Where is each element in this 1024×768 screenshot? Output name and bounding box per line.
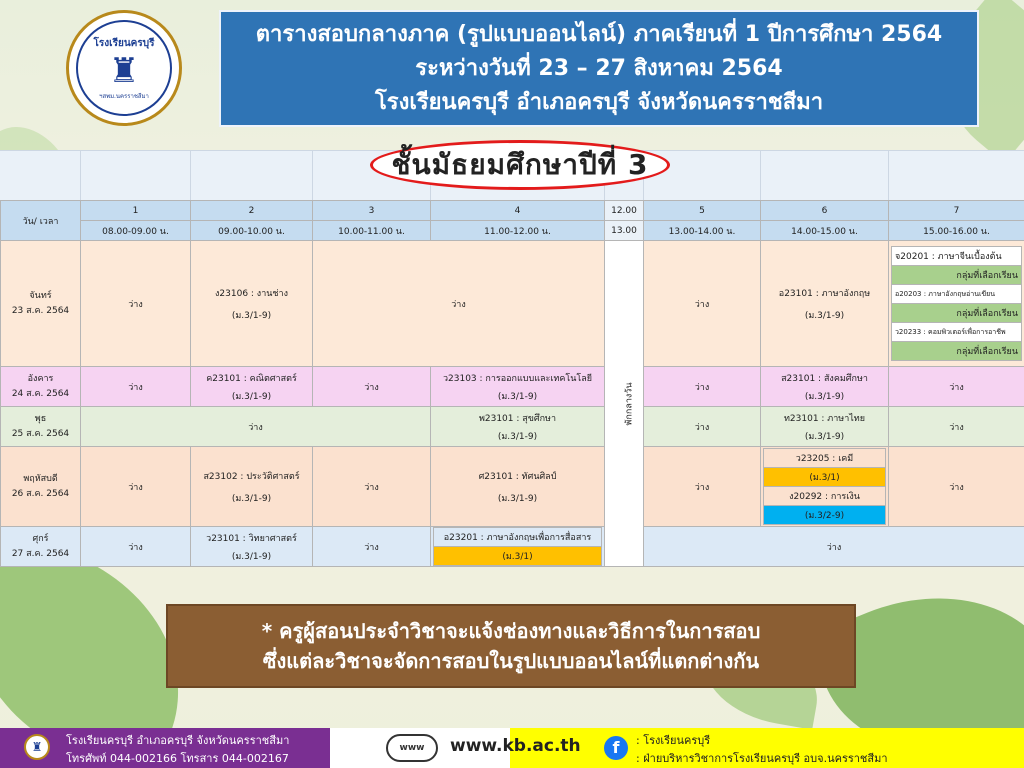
day-date: 24 ส.ค. 2564 [11, 388, 70, 399]
exam-subject: ว23101 : วิทยาศาสตร์ [206, 533, 297, 544]
time-header-row [1, 221, 1024, 241]
exam-slot [191, 241, 313, 367]
exam-subject: ท23101 : ภาษาไทย [783, 413, 866, 424]
exam-slot [431, 407, 605, 447]
exam-slot [431, 447, 605, 527]
day-name: อังคาร [27, 373, 54, 384]
logo-subtitle: ฯสพม.นครราชสีมา [99, 92, 149, 100]
statue-icon: ♜ [108, 50, 140, 91]
period-number: 2 [191, 201, 313, 221]
exam-subject: อ23101 : ภาษาอังกฤษ [778, 288, 871, 299]
free-slot: ว่าง [313, 367, 431, 407]
free-slot: ว่าง [81, 367, 191, 407]
period-time: 14.00-15.00 น. [761, 221, 889, 241]
exam-group: (ม.3/1-9) [497, 391, 538, 402]
day-cell [1, 367, 81, 407]
period-time: 13.00-14.00 น. [644, 221, 761, 241]
exam-slot [761, 241, 889, 367]
period-time: 09.00-10.00 น. [191, 221, 313, 241]
exam-group: (ม.3/2-9) [764, 506, 886, 525]
day-name: จันทร์ [29, 290, 52, 301]
exam-subject: ง23106 : งานช่าง [215, 288, 288, 299]
logo-school-name: โรงเรียนครบุรี [93, 37, 155, 49]
period-number: 1 [81, 201, 191, 221]
exam-slot [761, 367, 889, 407]
lunch-start-time: 12.00 [605, 201, 644, 221]
exam-slot [191, 447, 313, 527]
exam-group: (ม.3/1-9) [231, 551, 272, 562]
exam-group: (ม.3/1-9) [804, 310, 845, 321]
facebook-icon: f [604, 736, 628, 760]
exam-subject: ส23101 : สังคมศึกษา [781, 373, 868, 384]
elective-slot [889, 241, 1024, 367]
exam-group: (ม.3/1-9) [497, 431, 538, 442]
school-logo [66, 10, 182, 126]
facebook-page-link[interactable]: : โรงเรียนครบุรี [636, 734, 711, 747]
day-date: 25 ส.ค. 2564 [11, 428, 70, 439]
elective-subject: จ20201 : ภาษาจีนเบื้องต้น [892, 247, 1022, 266]
exam-subject: อ23201 : ภาษาอังกฤษเพื่อการสื่อสาร [434, 528, 602, 547]
lunch-break-label: พักกลางวัน [624, 381, 635, 426]
day-date: 23 ส.ค. 2564 [11, 305, 70, 316]
elective-group: กลุ่มที่เลือกเรียน [892, 342, 1022, 361]
table-row-tuesday [1, 367, 1024, 407]
elective-group: กลุ่มที่เลือกเรียน [892, 304, 1022, 323]
period-time: 11.00-12.00 น. [431, 221, 605, 241]
free-slot: ว่าง [81, 407, 431, 447]
globe-icon: www [386, 734, 438, 762]
footer-bar [0, 728, 1024, 768]
title-line-2: ระหว่างวันที่ 23 – 27 สิงหาคม 2564 [415, 55, 783, 81]
footer-contact [0, 728, 330, 768]
table-row-monday [1, 241, 1024, 367]
timetable-grid [0, 200, 1024, 567]
free-slot: ว่าง [81, 447, 191, 527]
elective-group: กลุ่มที่เลือกเรียน [892, 266, 1022, 285]
day-date: 27 ส.ค. 2564 [11, 548, 70, 559]
title-banner [219, 10, 979, 127]
exam-note-box [166, 604, 856, 688]
table-row-wednesday [1, 407, 1024, 447]
exam-subject: ง20292 : การเงิน [764, 487, 886, 506]
period-number: 3 [313, 201, 431, 221]
exam-slot [191, 367, 313, 407]
free-slot: ว่าง [81, 241, 191, 367]
exam-subject: ค23101 : คณิตศาสตร์ [206, 373, 297, 384]
table-row-thursday [1, 447, 1024, 527]
day-date: 26 ส.ค. 2564 [11, 488, 70, 499]
free-slot: ว่าง [81, 527, 191, 567]
lunch-end-time: 13.00 [605, 221, 644, 241]
free-slot: ว่าง [313, 241, 605, 367]
exam-group: (ม.3/1) [764, 468, 886, 487]
title-line-1: ตารางสอบกลางภาค (รูปแบบออนไลน์) ภาคเรียนที่ 1 ปีการศึกษา 2564 [255, 21, 943, 47]
free-slot: ว่าง [644, 407, 761, 447]
day-cell [1, 527, 81, 567]
note-line-2: ซึ่งแต่ละวิชาจะจัดการสอบในรูปแบบออนไลน์ที่แตกต่างกัน [262, 649, 760, 673]
elective-subject: ว20233 : คอมพิวเตอร์เพื่อการอาชีพ [892, 323, 1022, 342]
facebook-dept-link[interactable]: : ฝ่ายบริหารวิชาการโรงเรียนครบุรี อบจ.นครราชสีมา [636, 752, 888, 765]
exam-subject: ว23103 : การออกแบบและเทคโนโลยี [442, 373, 593, 384]
period-time: 10.00-11.00 น. [313, 221, 431, 241]
free-slot: ว่าง [644, 367, 761, 407]
free-slot: ว่าง [889, 407, 1024, 447]
exam-group: (ม.3/1-9) [231, 391, 272, 402]
note-line-1: * ครูผู้สอนประจำวิชาจะแจ้งช่องทางและวิธีการในการสอบ [261, 619, 761, 643]
exam-subject: ส23102 : ประวัติศาสตร์ [203, 471, 300, 482]
period-number: 4 [431, 201, 605, 221]
exam-subject: ว23205 : เคมี [764, 449, 886, 468]
exam-group: (ม.3/1) [434, 547, 602, 566]
free-slot: ว่าง [313, 527, 431, 567]
free-slot: ว่าง [889, 447, 1024, 527]
exam-group: (ม.3/1-9) [804, 391, 845, 402]
day-cell [1, 241, 81, 367]
elective-subject: อ20203 : ภาษาอังกฤษอ่านเขียน [892, 285, 1022, 304]
period-number: 7 [889, 201, 1024, 221]
free-slot: ว่าง [889, 367, 1024, 407]
school-seal-icon: ♜ [24, 734, 50, 760]
exam-slot [761, 407, 889, 447]
table-row-friday [1, 527, 1024, 567]
lunch-break-cell [605, 241, 644, 567]
period-number: 5 [644, 201, 761, 221]
day-cell [1, 447, 81, 527]
free-slot: ว่าง [313, 447, 431, 527]
day-name: ศุกร์ [32, 533, 49, 544]
grade-banner [370, 140, 670, 190]
exam-subject: พ23101 : สุขศึกษา [478, 413, 557, 424]
period-number: 6 [761, 201, 889, 221]
exam-group: (ม.3/1-9) [497, 493, 538, 504]
day-name: พุธ [34, 413, 47, 424]
title-line-3: โรงเรียนครบุรี อำเภอครบุรี จังหวัดนครราชสีมา [374, 89, 824, 115]
exam-group: (ม.3/1-9) [804, 431, 845, 442]
footer-school-address: โรงเรียนครบุรี อำเภอครบุรี จังหวัดนครราชสีมา [66, 734, 290, 747]
footer-phone: โทรศัพท์ 044-002166 โทรสาร 044-002167 [66, 752, 289, 765]
exam-timetable [0, 150, 1024, 570]
exam-group: (ม.3/1-9) [231, 493, 272, 504]
corner-cell: วัน/ เวลา [1, 201, 81, 241]
period-time: 15.00-16.00 น. [889, 221, 1024, 241]
exam-slot [431, 367, 605, 407]
free-slot: ว่าง [644, 447, 761, 527]
period-time: 08.00-09.00 น. [81, 221, 191, 241]
split-exam-slot [761, 447, 889, 527]
exam-slot [431, 527, 605, 567]
free-slot: ว่าง [644, 241, 761, 367]
day-cell [1, 407, 81, 447]
grade-title: ชั้นมัธยมศึกษาปีที่ 3 [391, 148, 649, 181]
website-link[interactable]: www.kb.ac.th [450, 736, 581, 756]
period-header-row [1, 201, 1024, 221]
exam-slot [191, 527, 313, 567]
day-name: พฤหัสบดี [23, 473, 58, 484]
exam-group: (ม.3/1-9) [231, 310, 272, 321]
free-slot: ว่าง [644, 527, 1024, 567]
exam-subject: ศ23101 : ทัศนศิลป์ [478, 471, 557, 482]
